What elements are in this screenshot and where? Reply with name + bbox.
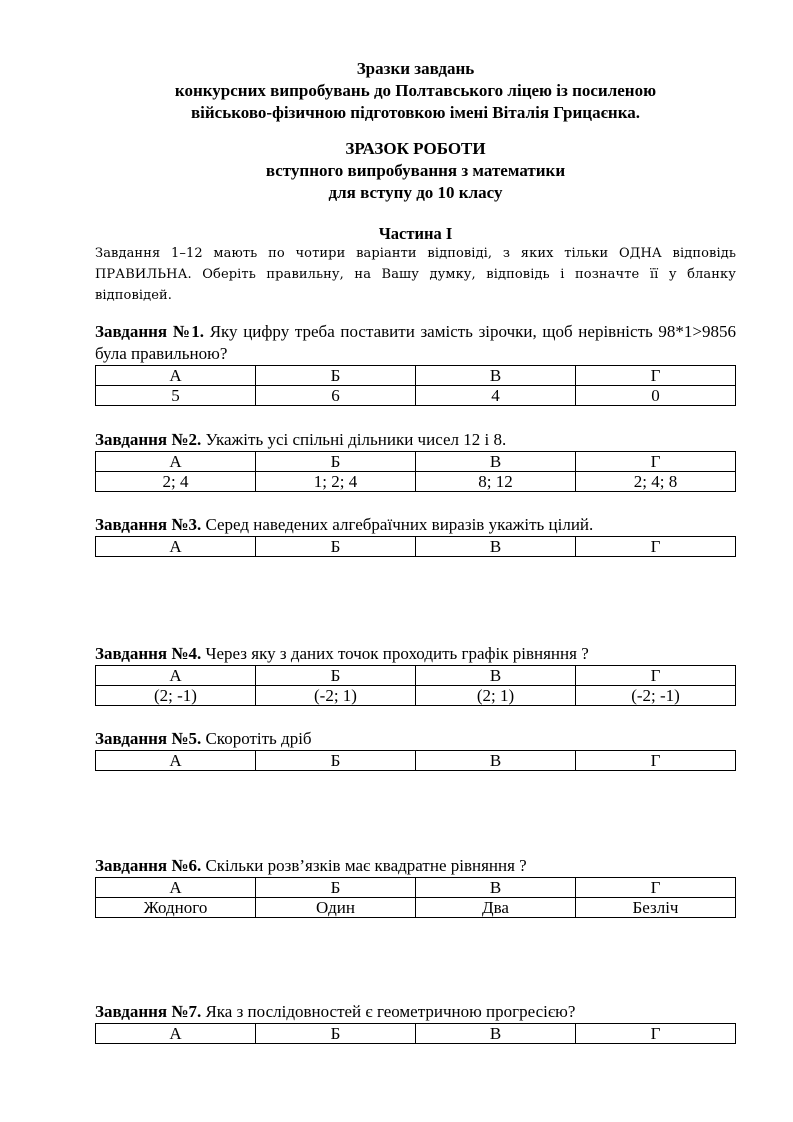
option-g-header: Г bbox=[576, 452, 736, 472]
task-7-label: Завдання №7. bbox=[95, 1002, 202, 1021]
answer-b: Один bbox=[256, 898, 416, 918]
work-title-line-2: вступного випробування з математики bbox=[265, 161, 566, 180]
task-1 bbox=[95, 321, 736, 406]
answer-b: 6 bbox=[256, 386, 416, 406]
answer-b: (-2; 1) bbox=[256, 686, 416, 706]
task-4-question: Через яку з даних точок проходить графік рівняння ? bbox=[201, 644, 589, 663]
option-b-header: Б bbox=[256, 537, 416, 557]
task-2-text bbox=[95, 429, 736, 451]
answer-v: 4 bbox=[416, 386, 576, 406]
answer-a: 5 bbox=[96, 386, 256, 406]
option-a-header: А bbox=[96, 537, 256, 557]
option-a-header: А bbox=[96, 1024, 256, 1044]
answer-a: Жодного bbox=[96, 898, 256, 918]
header-line-3: військово-фізичною підготовкою імені Віталія Грицаєнка. bbox=[190, 103, 641, 122]
option-v-header: В bbox=[416, 366, 576, 386]
task-5-text bbox=[95, 728, 736, 750]
answer-g: (-2; -1) bbox=[576, 686, 736, 706]
option-g-header: Г bbox=[576, 878, 736, 898]
options-header-row bbox=[96, 1024, 736, 1044]
task-6 bbox=[95, 855, 736, 918]
task-3-text bbox=[95, 514, 736, 536]
option-g-header: Г bbox=[576, 366, 736, 386]
answer-v: (2; 1) bbox=[416, 686, 576, 706]
answer-a: (2; -1) bbox=[96, 686, 256, 706]
header-block bbox=[95, 58, 736, 124]
option-a-header: А bbox=[96, 751, 256, 771]
task-5-answer-table bbox=[95, 750, 736, 771]
option-b-header: Б bbox=[256, 1024, 416, 1044]
task-1-question: Яку цифру треба поставити замість зірочки, щоб нерівність 98*1>9856 була правильною? bbox=[95, 322, 737, 363]
task-7 bbox=[95, 1001, 736, 1044]
answer-v: Два bbox=[416, 898, 576, 918]
options-header-row bbox=[96, 537, 736, 557]
task-3-answer-table bbox=[95, 536, 736, 557]
task-4-label: Завдання №4. bbox=[95, 644, 202, 663]
options-header-row bbox=[96, 366, 736, 386]
option-a-header: А bbox=[96, 366, 256, 386]
task-1-answer-table bbox=[95, 365, 736, 406]
task-7-text bbox=[95, 1001, 736, 1023]
task-4-text bbox=[95, 643, 736, 665]
options-header-row bbox=[96, 751, 736, 771]
task-4 bbox=[95, 643, 736, 706]
answer-a: 2; 4 bbox=[96, 472, 256, 492]
work-title-line-3: для вступу до 10 класу bbox=[328, 183, 503, 202]
option-a-header: А bbox=[96, 666, 256, 686]
task-7-question: Яка з послідовностей є геометричною прогресією? bbox=[201, 1002, 576, 1021]
task-1-text bbox=[95, 321, 736, 365]
task-5-question: Скоротіть дріб bbox=[201, 729, 312, 748]
task-1-label: Завдання №1. bbox=[95, 322, 205, 341]
task-5 bbox=[95, 728, 736, 771]
answer-g: 0 bbox=[576, 386, 736, 406]
task-4-answer-table bbox=[95, 665, 736, 706]
answer-b: 1; 2; 4 bbox=[256, 472, 416, 492]
task-6-label: Завдання №6. bbox=[95, 856, 202, 875]
answer-g: 2; 4; 8 bbox=[576, 472, 736, 492]
header-line-2: конкурсних випробувань до Полтавського ліцею із посиленою bbox=[174, 81, 657, 100]
task-2 bbox=[95, 429, 736, 492]
task-6-answer-table bbox=[95, 877, 736, 918]
task-2-label: Завдання №2. bbox=[95, 430, 202, 449]
answers-row bbox=[96, 472, 736, 492]
header-line-1: Зразки завдань bbox=[356, 59, 475, 78]
option-v-header: В bbox=[416, 1024, 576, 1044]
answers-row bbox=[96, 386, 736, 406]
option-b-header: Б bbox=[256, 366, 416, 386]
task-2-question: Укажіть усі спільні дільники чисел 12 і 8. bbox=[201, 430, 507, 449]
task-6-text bbox=[95, 855, 736, 877]
option-v-header: В bbox=[416, 537, 576, 557]
option-g-header: Г bbox=[576, 666, 736, 686]
options-header-row bbox=[96, 452, 736, 472]
options-header-row bbox=[96, 666, 736, 686]
option-b-header: Б bbox=[256, 751, 416, 771]
options-header-row bbox=[96, 878, 736, 898]
task-6-question: Скільки розв’язків має квадратне рівняння ? bbox=[201, 856, 527, 875]
task-2-answer-table bbox=[95, 451, 736, 492]
part-intro: Завдання 1–12 мають по чотири варіанти відповіді, з яких тільки ОДНА відповідь ПРАВИЛЬНА. Оберіть правильну, на Вашу думку, відповідь і позначте її у бланку відповідей. bbox=[95, 246, 736, 303]
option-b-header: Б bbox=[256, 878, 416, 898]
option-g-header: Г bbox=[576, 751, 736, 771]
answers-row bbox=[96, 686, 736, 706]
answer-g: Безліч bbox=[576, 898, 736, 918]
option-v-header: В bbox=[416, 751, 576, 771]
option-v-header: В bbox=[416, 452, 576, 472]
task-7-answer-table bbox=[95, 1023, 736, 1044]
part-title: Частина І bbox=[378, 224, 453, 243]
work-title-block bbox=[95, 138, 736, 204]
option-a-header: А bbox=[96, 878, 256, 898]
option-b-header: Б bbox=[256, 666, 416, 686]
task-3-question: Серед наведених алгебраїчних виразів укажіть цілий. bbox=[201, 515, 594, 534]
option-a-header: А bbox=[96, 452, 256, 472]
task-5-label: Завдання №5. bbox=[95, 729, 202, 748]
work-title-line-1: ЗРАЗОК РОБОТИ bbox=[345, 139, 486, 158]
task-3-label: Завдання №3. bbox=[95, 515, 202, 534]
option-v-header: В bbox=[416, 878, 576, 898]
answers-row bbox=[96, 898, 736, 918]
option-g-header: Г bbox=[576, 537, 736, 557]
answer-v: 8; 12 bbox=[416, 472, 576, 492]
task-3 bbox=[95, 514, 736, 557]
option-g-header: Г bbox=[576, 1024, 736, 1044]
option-v-header: В bbox=[416, 666, 576, 686]
option-b-header: Б bbox=[256, 452, 416, 472]
